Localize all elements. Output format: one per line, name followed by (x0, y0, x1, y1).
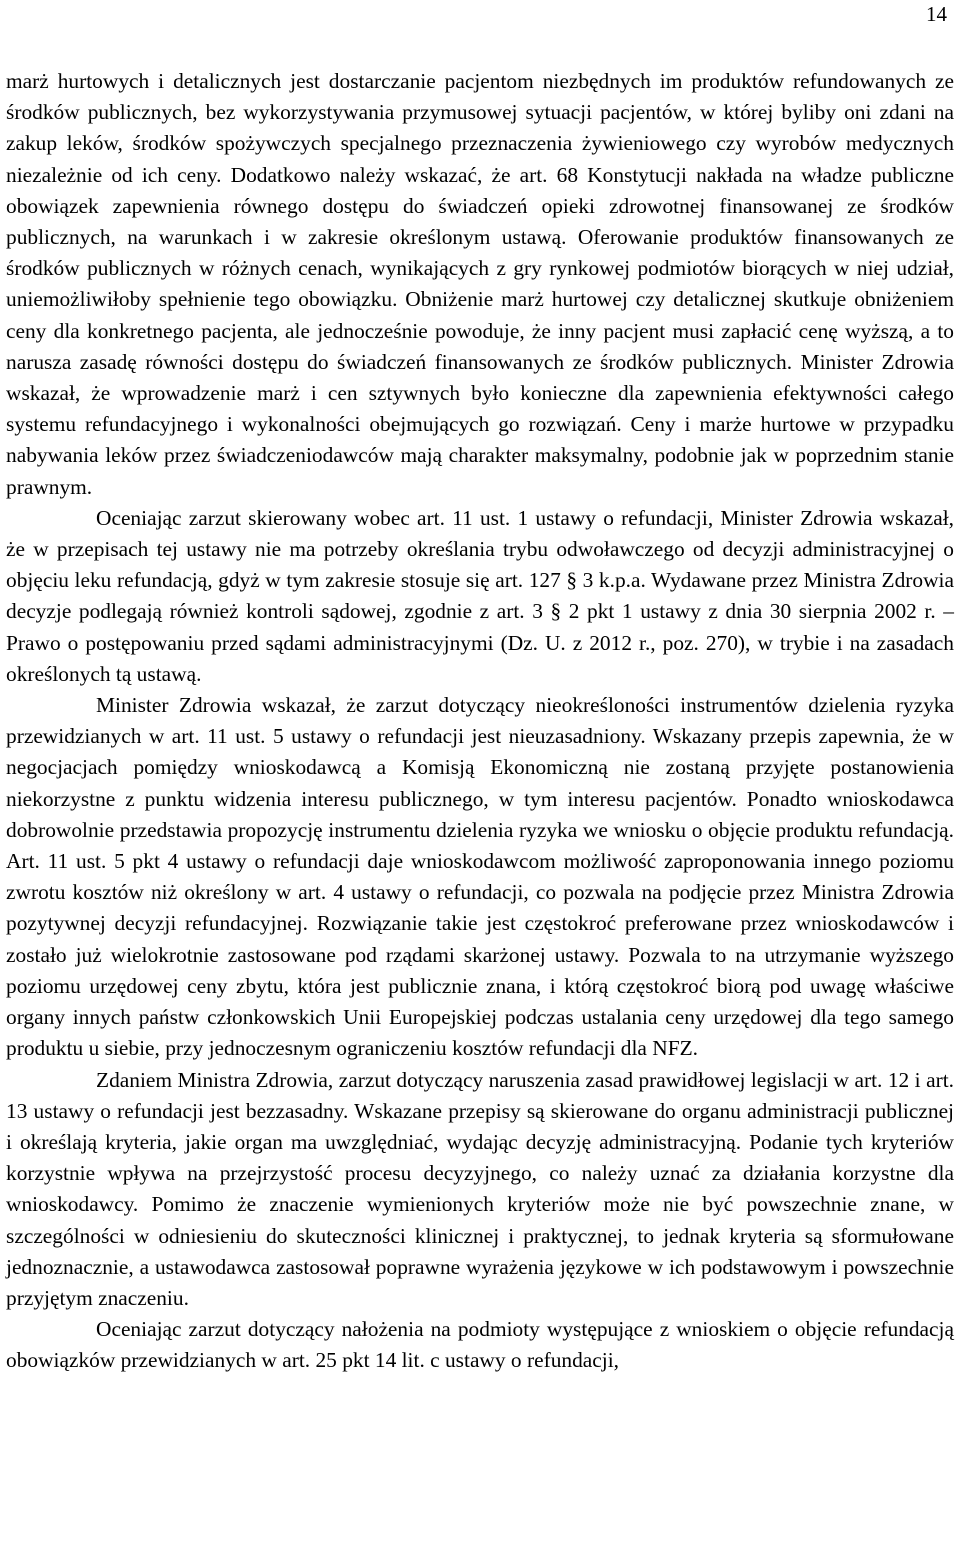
paragraph-2: Oceniając zarzut skierowany wobec art. 11 ust. 1 ustawy o refundacji, Minister Zdrowia wskazał, że w przepisach tej ustawy nie ma potrzeby określania trybu odwoławczego od decyzji administracyjnej o objęciu leku refundacją, gdyż w tym zakresie stosuje się art. 127 § 3 k.p.a. Wydawane przez Ministra Zdrowia decyzje podlegają również kontroli sądowej, zgodnie z art. 3 § 2 pkt 1 ustawy z dnia 30 sierpnia 2002 r. – Prawo o postępowaniu przed sądami administracyjnymi (Dz. U. z 2012 r., poz. 270), w trybie i na zasadach określonych tą ustawą. (6, 505, 954, 686)
document-body (6, 66, 954, 1377)
paragraph-1: marż hurtowych i detalicznych jest dostarczanie pacjentom niezbędnych im produktów refundowanych ze środków publicznych, bez wykorzystywania przymusowej sytuacji pacjentów, w której byliby oni zdani na zakup leków, środków spożywczych specjalnego przeznaczenia żywieniowego czy wyrobów medycznych niezależnie od ich ceny. Dodatkowo należy wskazać, że art. 68 Konstytucji nakłada na władze publiczne obowiązek zapewnienia równego dostępu do świadczeń opieki zdrowotnej finansowanej ze środków publicznych, na warunkach i w zakresie określonym ustawą. Oferowanie produktów finansowanych ze środków publicznych w różnych cenach, wynikających z gry rynkowej podmiotów biorących w niej udział, uniemożliwiłoby spełnienie tego obowiązku. Obniżenie marż hurtowej czy detalicznej skutkuje obniżeniem ceny dla konkretnego pacjenta, ale jednocześnie powoduje, że inny pacjent musi zapłacić cenę wyższą, a to narusza zasadę równości dostępu do świadczeń finansowanych ze środków publicznych. Minister Zdrowia wskazał, że wprowadzenie marż i cen sztywnych było konieczne dla zapewnienia efektywności całego systemu refundacyjnego i wykonalności obejmujących go rozwiązań. Ceny i marże hurtowe w przypadku nabywania leków przez świadczeniodawców mają charakter maksymalny, podobnie jak w poprzednim stanie prawnym. (6, 69, 954, 499)
paragraph-3: Minister Zdrowia wskazał, że zarzut dotyczący nieokreśloności instrumentów dzielenia ryzyka przewidzianych w art. 11 ust. 5 ustawy o refundacji jest nieuzasadniony. Wskazany przepis zapewnia, że w negocjacjach pomiędzy wnioskodawcą a Komisją Ekonomiczną nie zostaną przyjęte postanowienia niekorzystne z punktu widzenia interesu publicznego, w tym interesu pacjentów. Ponadto wnioskodawca dobrowolnie przedstawia propozycję instrumentu dzielenia ryzyka we wniosku o objęcie produktu refundacją. Art. 11 ust. 5 pkt 4 ustawy o refundacji daje wnioskodawcom możliwość zaproponowania innego poziomu zwrotu kosztów niż określony w art. 4 ustawy o refundacji, co pozwala na podjęcie przez Ministra Zdrowia pozytywnej decyzji refundacyjnej. Rozwiązanie takie jest częstokroć preferowane przez wnioskodawców i zostało już wielokrotnie zastosowane pod rządami skarżonej ustawy. Pozwala to na utrzymanie wyższego poziomu urzędowej ceny zbytu, która jest publicznie znana, i którą częstokroć biorą pod uwagę właściwe organy innych państw członkowskich Unii Europejskiej podczas ustalania ceny urzędowej dla tego samego produktu u siebie, przy jednoczesnym ograniczeniu kosztów refundacji dla NFZ. (6, 693, 954, 1061)
paragraph-4: Zdaniem Ministra Zdrowia, zarzut dotyczący naruszenia zasad prawidłowej legislacji w art. 12 i art. 13 ustawy o refundacji jest bezzasadny. Wskazane przepisy są skierowane do organu administracji publicznej i określają kryteria, jakie organ ma uwzględniać, wydając decyzję administracyjną. Podanie tych kryteriów korzystnie wpływa na przejrzystość procesu decyzyjnego, co należy uznać za działania korzystne dla wnioskodawcy. Pomimo że znaczenie wymienionych kryteriów może nie być powszechnie znane, w szczególności w odniesieniu do skuteczności klinicznej i praktycznej, to jednak kryteria są sformułowane jednoznacznie, a ustawodawca zastosował poprawne wyrażenia językowe w ich podstawowym i powszechnie przyjętym znaczeniu. (6, 1067, 954, 1310)
page-number-text: 14 (926, 2, 947, 26)
page-number (0, 2, 960, 26)
paragraph-5: Oceniając zarzut dotyczący nałożenia na podmioty występujące z wnioskiem o objęcie refundacją obowiązków przewidzianych w art. 25 pkt 14 lit. c ustawy o refundacji, (6, 1317, 954, 1373)
